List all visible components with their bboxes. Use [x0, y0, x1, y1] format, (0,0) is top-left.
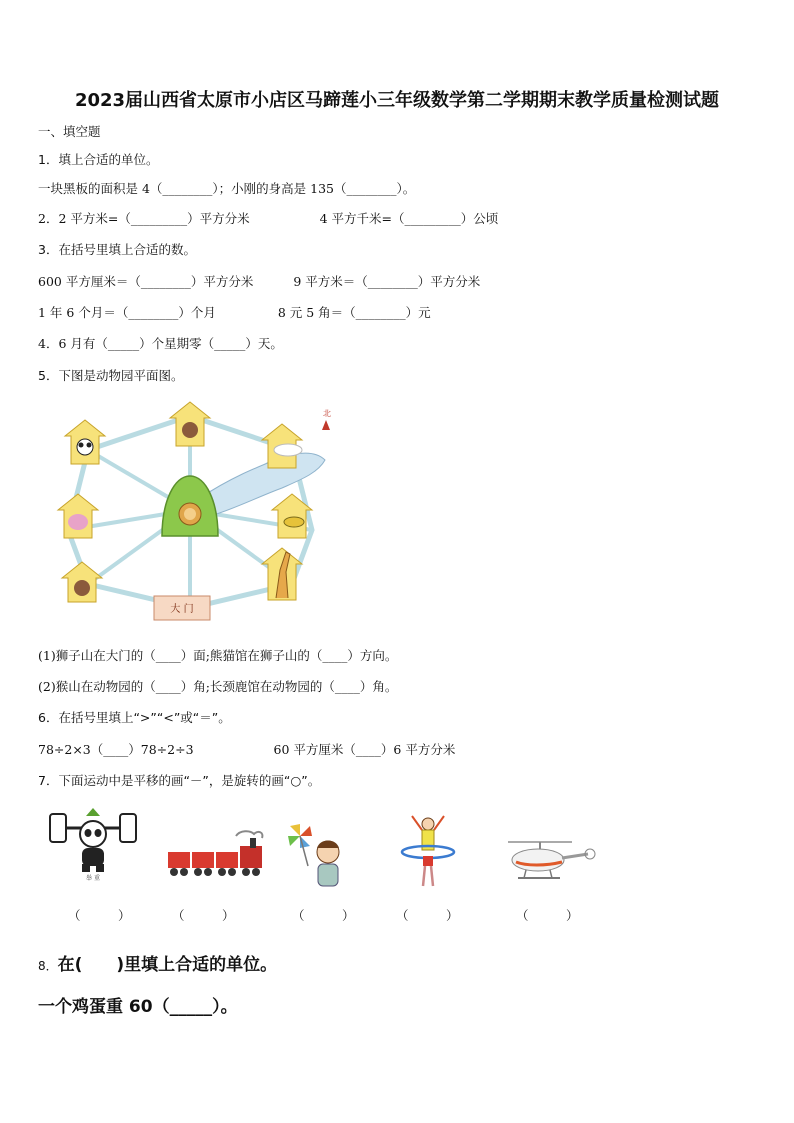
answer-paren-5[interactable]: （ ） — [516, 908, 579, 923]
answer-paren-3[interactable]: （ ） — [292, 908, 355, 923]
question-6-heading: 6．在括号里填上“>”“<”或“＝”。 — [38, 710, 231, 725]
question-7-heading: 7．下面运动中是平移的画“－”，是旋转的画“○”。 — [38, 773, 321, 788]
gate-label: 大 门 — [170, 604, 194, 615]
answer-paren-2[interactable]: （ ） — [172, 908, 235, 923]
house-icon — [262, 548, 302, 600]
weightlift-caption: 举 重 — [86, 875, 100, 882]
question-5-heading: 5．下图是动物园平面图。 — [38, 368, 184, 383]
house-icon — [170, 402, 210, 446]
question-5-sub-1: (1)狮子山在大门的（____）面;熊猫馆在狮子山的（____）方向。 — [38, 648, 398, 663]
helicopter-icon — [492, 834, 596, 886]
question-5-sub-2: (2)猴山在动物园的（____）角;长颈鹿馆在动物园的（____）角。 — [38, 679, 398, 694]
question-6-line — [38, 740, 455, 758]
question-3-part-c: 1 年 6 个月＝（________）个月 — [38, 305, 216, 320]
north-label: 北 — [323, 409, 331, 418]
page-title: 2023届山西省太原市小店区马蹄莲小三年级数学第二学期期末教学质量检测试题 — [74, 90, 720, 111]
question-3-part-a: 600 平方厘米＝（________）平方分米 — [38, 274, 254, 289]
question-8-heading — [38, 950, 277, 975]
north-arrow-icon — [322, 420, 330, 430]
house-icon — [262, 424, 302, 468]
question-1-heading: 1．填上合适的单位。 — [38, 152, 159, 167]
question-3-part-b: 9 平方米＝（________）平方分米 — [293, 274, 481, 289]
house-icon — [58, 494, 98, 538]
question-8-line: 一个鸡蛋重 60（_____）。 — [38, 997, 238, 1017]
hula-hoop-girl-icon — [392, 812, 460, 892]
question-4-line: 4．6 月有（_____）个星期零（_____）天。 — [38, 336, 283, 351]
question-6-part-a: 78÷2×3（____）78÷2÷3 — [38, 742, 194, 757]
question-1-line: 一块黑板的面积是 4（________）；小刚的身高是 135（________）。 — [38, 181, 416, 196]
question-2-part-a: 2．2 平方米=（_________）平方分米 — [38, 211, 250, 226]
question-3-part-d: 8 元 5 角＝（________）元 — [277, 305, 431, 320]
question-3-row-1 — [38, 272, 480, 290]
question-8-number: 8． — [38, 959, 58, 973]
zoo-map — [50, 398, 340, 630]
question-2-part-b: 4 平方千米=（_________）公顷 — [319, 211, 499, 226]
weightlifter-panda-icon — [48, 806, 138, 882]
answer-paren-4[interactable]: （ ） — [396, 908, 459, 923]
question-3-row-2 — [38, 303, 431, 321]
house-icon — [65, 420, 105, 464]
question-2-line — [38, 209, 498, 227]
section-heading: 一、填空题 — [38, 124, 101, 139]
question-8-text: 在( )里填上合适的单位。 — [57, 955, 278, 975]
answer-paren-1[interactable]: （ ） — [68, 908, 131, 923]
train-icon — [164, 828, 268, 880]
house-icon — [62, 562, 102, 602]
question-6-part-b: 60 平方厘米（____）6 平方分米 — [273, 742, 456, 757]
pinwheel-boy-icon — [286, 820, 348, 888]
question-3-heading: 3．在括号里填上合适的数。 — [38, 242, 196, 257]
